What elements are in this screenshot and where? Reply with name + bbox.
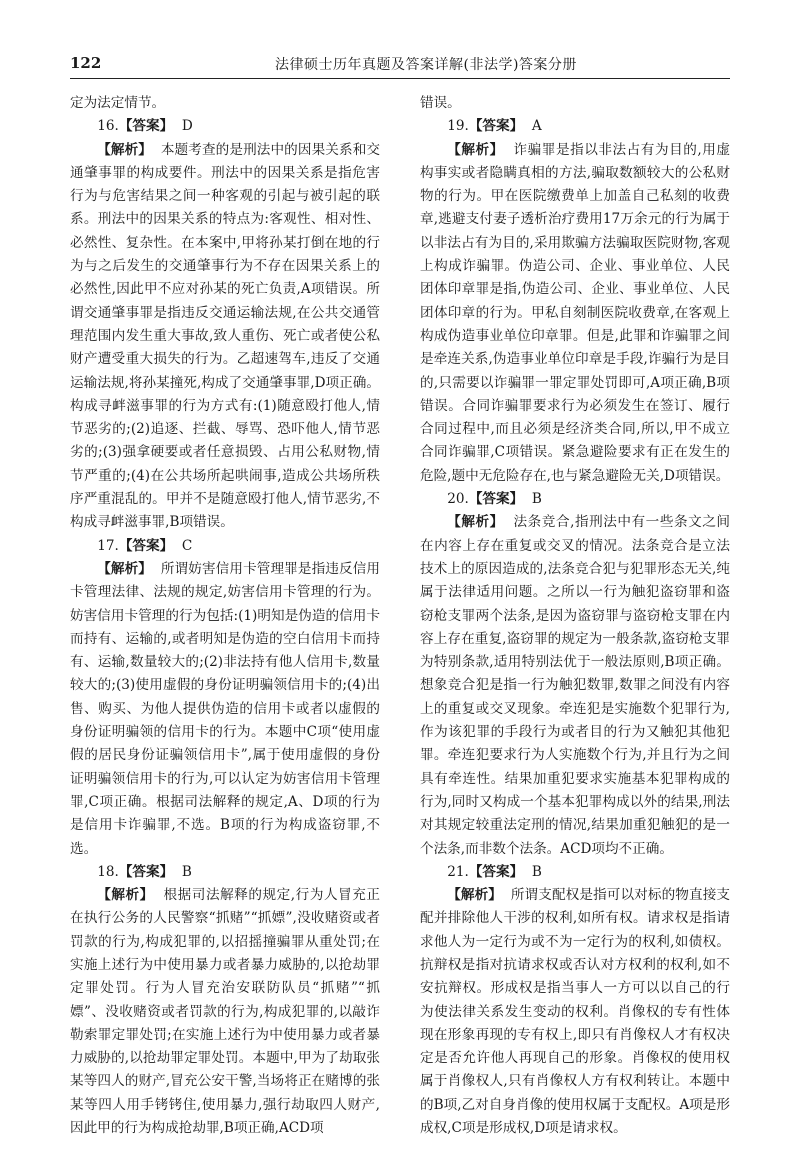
- analysis-text: 诈骗罪是指以非法占有为目的,用虚构事实或者隐瞒真相的方法,骗取数额较大的公私财物的行为。甲在医院缴费单上加盖自己私刻的收费章,逃避支付妻子透析治疗费用17万余元的行为属于以非法占有为目的,采用欺骗方法骗取医院财物,客观上构成诈骗罪。伪造公司、企业、事业单位、人民团体印章罪是指,伪造公司、企业、事业单位、人民团体印章的行为。甲私自刻制医院收费章,在客观上构成伪造事业单位印章罪。但是,此罪和诈骗罪之间是牵连关系,伪造事业单位印章是手段,诈骗行为是目的,只需要以诈骗罪一罪定罪处罚即可,A项正确,B项错误。合同诈骗罪要求行为必须发生在签订、履行合同过程中,而且必须是经济类合同,所以,甲不成立合同诈骗罪,C项错误。紧急避险要求有正在发生的危险,题中无危险存在,也与紧急避险无关,D项错误。: [420, 141, 730, 484]
- right-column: [420, 92, 730, 1140]
- analysis-tag: 【解析】: [447, 514, 504, 531]
- question-number: 19.: [447, 118, 469, 135]
- left-column: [70, 92, 380, 1140]
- question-number: 17.: [97, 537, 119, 554]
- page-number: 122: [70, 54, 102, 72]
- analysis-text: 所谓妨害信用卡管理罪是指违反信用卡管理法律、法规的规定,妨害信用卡管理的行为。妨害信用卡管理的行为包括:(1)明知是伪造的信用卡而持有、运输的,或者明知是伪造的空白信用卡而持有、运输,数量较大的;(2)非法持有他人信用卡,数量较大的;(3)使用虚假的身份证明骗领信用卡的;(4)出售、购买、为他人提供伪造的信用卡或者以虚假的身份证明骗领的信用卡的行为。本题中C项“使用虚假的居民身份证骗领信用卡”,属于使用虚假的身份证明骗领信用卡的行为,可以认定为妨害信用卡管理罪,C项正确。根据司法解释的规定,A、D项的行为是信用卡诈骗罪,不选。B项的行为构成盗窃罪,不选。: [70, 560, 380, 857]
- analysis-text: 法条竞合,指刑法中有一些条文之间在内容上存在重复或交叉的情况。法条竞合是立法技术上的原因造成的,法条竞合犯与犯罪形态无关,纯属于法律适用问题。之所以一行为触犯盗窃罪和盗窃枪支罪两个法条,是因为盗窃罪与盗窃枪支罪在内容上存在重复,盗窃罪的规定为一般条款,盗窃枪支罪为特别条款,适用特别法优于一般法原则,B项正确。想象竞合犯是指一行为触犯数罪,数罪之间没有内容上的重复或交叉现象。牵连犯是实施数个犯罪行为,作为该犯罪的手段行为或者目的行为又触犯其他犯罪。牵连犯要求行为人实施数个行为,并且行为之间具有牵连性。结果加重犯要求实施基本犯罪构成的行为,同时又构成一个基本犯罪构成以外的结果,刑法对其规定较重法定刑的情况,结果加重犯触犯的是一个法条,而非数个法条。ACD项均不正确。: [420, 514, 730, 857]
- answer-value: C: [181, 537, 193, 554]
- analysis-tag: 【解析】: [97, 141, 152, 158]
- analysis-paragraph: [420, 511, 730, 860]
- analysis-paragraph: [70, 558, 380, 861]
- answer-tag: 【答案】: [468, 118, 524, 135]
- question-number: 21.: [447, 863, 469, 880]
- running-title: 法律硕士历年真题及答案详解(非法学)答案分册: [275, 57, 577, 73]
- answer-value: A: [531, 118, 542, 135]
- answer-tag: 【答案】: [118, 863, 174, 880]
- answer-tag: 【答案】: [118, 118, 174, 135]
- analysis-text: 本题考查的是刑法中的因果关系和交通肇事罪的构成要件。刑法中的因果关系是指危害行为与危害结果之间一种客观的引起与被引起的联系。刑法中的因果关系的特点为:客观性、相对性、必然性、复杂性。在本案中,甲将孙某打倒在地的行为与之后发生的交通肇事行为不存在因果关系上的必然性,因此甲不应对孙某的死亡负责,A项错误。所谓交通肇事罪是指违反交通运输法规,在公共交通管理范围内发生重大事故,致人重伤、死亡或者使公私财产遭受重大损失的行为。乙超速驾车,违反了交通运输法规,将孙某撞死,构成了交通肇事罪,D项正确。构成寻衅滋事罪的行为方式有:(1)随意殴打他人,情节恶劣的;(2)追逐、拦截、辱骂、恐吓他人,情节恶劣的;(3)强拿硬要或者任意损毁、占用公私财物,情节严重的;(4)在公共场所起哄闹事,造成公共场所秩序严重混乱的。甲并不是随意殴打他人,情节恶劣,不构成寻衅滋事罪,B项错误。: [70, 141, 380, 531]
- analysis-paragraph: [70, 884, 380, 1140]
- analysis-tag: 【解析】: [97, 887, 154, 904]
- answer-line: [70, 115, 380, 138]
- answer-value: D: [181, 118, 193, 135]
- question-number: 16.: [97, 118, 119, 135]
- answer-line: [70, 535, 380, 558]
- answer-tag: 【答案】: [468, 491, 524, 508]
- analysis-tag: 【解析】: [97, 560, 152, 577]
- answer-line: [420, 115, 730, 138]
- analysis-paragraph: [420, 139, 730, 488]
- continued-text: 错误。: [420, 95, 461, 111]
- analysis-text: 所谓支配权是指可以对标的物直接支配并排除他人干涉的权利,如所有权。请求权是指请求他人为一定行为或不为一定行为的权利,如债权。抗辩权是指对抗请求权或否认对方权利的权利,如不安抗辩权。形成权是指当事人一方可以以自己的行为使法律关系发生变动的权利。肖像权的专有性体现在形象再现的专有权上,即只有肖像权人才有权决定是否允许他人再现自己的形象。肖像权的使用权属于肖像权人,只有肖像权人方有权利转让。本题中的B项,乙对自身肖像的使用权属于支配权。A项是形成权,C项是形成权,D项是请求权。: [420, 887, 730, 1137]
- analysis-paragraph: [420, 884, 730, 1140]
- question-number: 18.: [97, 863, 119, 880]
- answer-tag: 【答案】: [468, 863, 524, 880]
- analysis-paragraph: [70, 139, 380, 535]
- answer-tag: 【答案】: [118, 537, 174, 554]
- analysis-text: 根据司法解释的规定,行为人冒充正在执行公务的人民警察“抓赌”“抓嫖”,没收赌资或者罚款的行为,构成犯罪的,以招摇撞骗罪从重处罚;在实施上述行为中使用暴力或者暴力威胁的,以抢劫罪定罪处罚。行为人冒充治安联防队员“抓赌”“抓嫖”、没收赌资或者罚款的行为,构成犯罪的,以敲诈勒索罪定罪处罚;在实施上述行为中使用暴力或者暴力威胁的,以抢劫罪定罪处罚。本题中,甲为了劫取张某等四人的财产,冒充公安干警,当场将正在赌博的张某等四人用手铐铐住,使用暴力,强行劫取四人财产,因此甲的行为构成抢劫罪,B项正确,ACD项: [70, 887, 380, 1137]
- answer-value: B: [531, 863, 542, 880]
- continued-text: 定为法定情节。: [70, 95, 166, 111]
- page-header: [70, 54, 730, 78]
- header-rule: [70, 78, 730, 79]
- answer-line: [70, 861, 380, 884]
- answer-value: B: [181, 863, 192, 880]
- answer-line: [420, 861, 730, 884]
- question-number: 20.: [447, 491, 469, 508]
- analysis-tag: 【解析】: [447, 887, 502, 904]
- answer-line: [420, 488, 730, 511]
- analysis-tag: 【解析】: [447, 141, 504, 158]
- answer-value: B: [531, 491, 542, 508]
